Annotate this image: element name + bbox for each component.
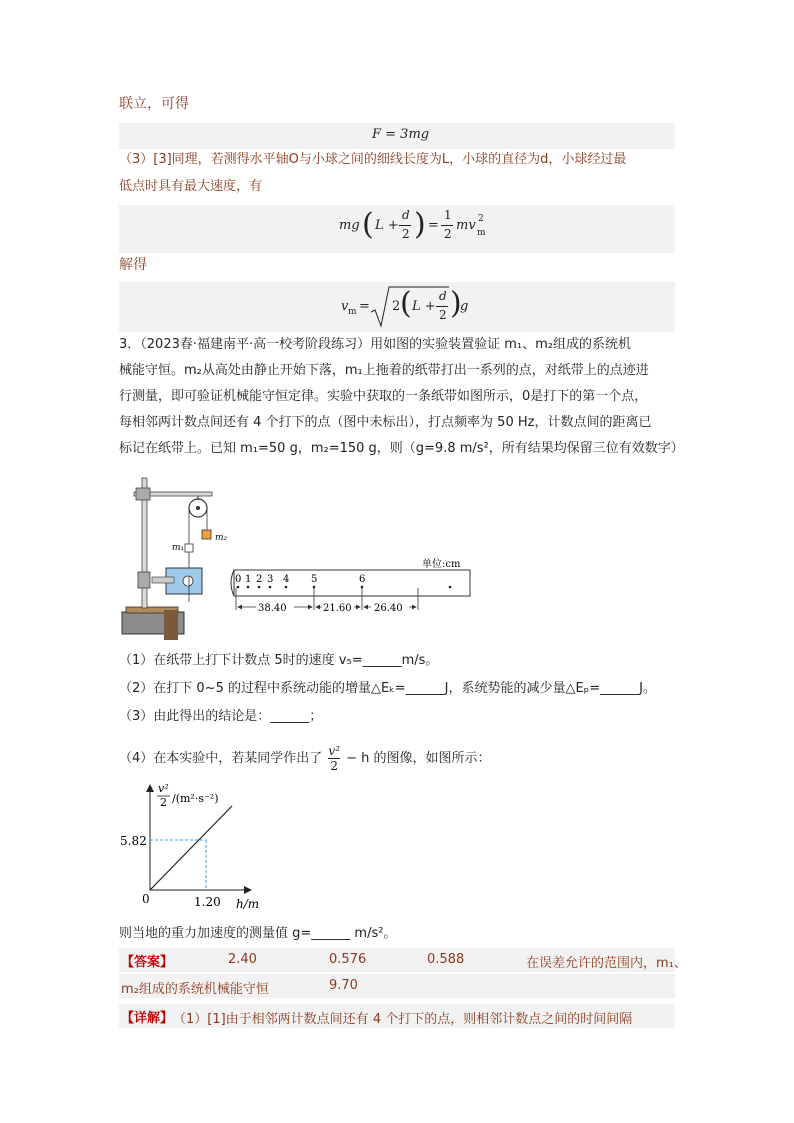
tape-dot	[285, 586, 288, 589]
mass-m1	[185, 544, 193, 552]
fraction-denominator: 2	[402, 227, 410, 241]
equation-term: mg	[339, 218, 360, 233]
answer-bar	[119, 948, 687, 972]
answer-value: 在误差允许的范围内，m₁、	[526, 956, 687, 971]
distance-label: 21.60	[323, 603, 352, 614]
mass-m2	[202, 530, 211, 539]
problem-text: 行测量，即可验证机械能守恒定律。实验中获取的一条纸带如图所示，0是打下的第一个点，	[119, 389, 648, 404]
fraction: $\frac{\text{v²}}{2}$	[328, 744, 341, 773]
y-label-num: v²	[158, 782, 169, 795]
problem-text: 3．（2023春·福建南平·高一校考阶段练习）用如图的实验装置验证 m₁、m₂组成的系统机	[119, 337, 632, 352]
tape-point-label: 4	[283, 574, 290, 585]
equals-sign: =	[428, 218, 439, 233]
left-paren: (	[362, 207, 374, 242]
tape-point-label: 2	[256, 574, 263, 585]
question-5: 则当地的重力加速度的测量值 g=______ m/s²。	[119, 926, 397, 941]
tape-dot	[247, 586, 250, 589]
text-line: 联立，可得	[119, 96, 189, 112]
x-tick: 1.20	[194, 895, 221, 909]
answer-value: 0.576	[329, 952, 367, 967]
question-2: （2）在打下 0~5 的过程中系统动能的增量△Eₖ=______J，系统势能的减少量△Eₚ=______J。	[119, 681, 656, 696]
equation-term: mv	[456, 218, 476, 233]
m2-label: m₂	[215, 533, 228, 543]
subscript: m	[477, 228, 486, 238]
equation-term: L +	[375, 218, 399, 233]
answer-tag: 【答案】	[121, 955, 174, 970]
tape-dot	[269, 586, 272, 589]
question-3: （3）由此得出的结论是：______；	[119, 709, 323, 724]
problem-text: 械能守恒。m₂从高处由静止开始下落，m₁上拖着的纸带打出一系列的点，对纸带上的点迹进	[119, 363, 649, 378]
question-4	[119, 744, 491, 773]
clamp	[136, 488, 150, 500]
equation-box-2	[119, 205, 675, 253]
fraction-numerator: d	[439, 289, 447, 303]
fraction-numerator: 1	[444, 208, 452, 222]
equation-term: L +	[412, 299, 436, 314]
apparatus-figure	[118, 470, 488, 642]
y-label-unit: /(m²·s⁻²)	[172, 792, 219, 805]
equation-box-3	[119, 282, 675, 332]
detail-bar	[119, 1004, 675, 1028]
fraction-bar	[441, 225, 453, 226]
right-paren: )	[414, 207, 426, 242]
problem-text: 标记在纸带上。已知 m₁=50 g，m₂=150 g，则（g=9.8 m/s²，所有结果均保留三位有效数字）	[119, 441, 684, 456]
superscript: 2	[478, 214, 484, 224]
text-line: （3）[3]同理，若测得水平轴O与小球之间的细线长度为L，小球的直径为d，小球经过最	[119, 152, 627, 167]
question-4-prefix: （4）在本实验中，若某同学作出了	[119, 751, 323, 766]
question-4-suffix: − h 的图像，如图所示：	[346, 751, 491, 766]
text-line: 解得	[119, 257, 147, 273]
tape-point-label: 3	[267, 574, 274, 585]
fraction-bar	[399, 225, 411, 226]
distance-label: 26.40	[374, 603, 403, 614]
distance-label: 38.40	[258, 603, 287, 614]
tape-dot	[313, 586, 316, 589]
answer-bar	[119, 974, 675, 998]
table-leg	[164, 610, 178, 640]
text-line: 低点时具有最大速度，有	[119, 179, 263, 194]
subscript: m	[348, 307, 357, 317]
problem-text: 每相邻两计数点间还有 4 个打下的点（图中未标出），打点频率为 50 Hz，计数点间的距离已	[119, 415, 652, 430]
answer-value: 2.40	[228, 952, 257, 967]
tape-dot	[237, 586, 240, 589]
fraction-bar	[436, 306, 448, 307]
answer-value: 0.588	[427, 952, 465, 967]
equals-sign: =	[359, 299, 370, 314]
equation-term: g	[460, 299, 469, 314]
question-1: （1）在纸带上打下计数点 5时的速度 v₅=______m/s。	[119, 653, 439, 668]
equation-term: v	[341, 299, 349, 314]
graph	[118, 782, 268, 912]
tape-dot	[361, 586, 364, 589]
equation-box-1	[119, 123, 675, 149]
left-paren: (	[400, 286, 412, 321]
tape-dot	[258, 586, 261, 589]
m1-label: m₁	[172, 543, 185, 553]
fraction-denominator: 2	[444, 227, 452, 241]
equation-term: 2	[392, 299, 401, 314]
tape-dot	[449, 586, 452, 589]
tape-point-label: 1	[245, 574, 252, 585]
tape-point-label: 0	[235, 574, 242, 585]
detail-text: （1）[1]由于相邻两计数点间还有 4 个打下的点，则相邻计数点之间的时间间隔	[173, 1012, 633, 1027]
x-label: h/m	[236, 897, 260, 911]
unit-label: 单位:cm	[422, 559, 461, 570]
tape-point-label: 5	[311, 574, 318, 585]
data-line	[150, 806, 232, 890]
y-tick: 5.82	[120, 834, 147, 848]
fraction-numerator: d	[402, 208, 410, 222]
right-paren: )	[450, 286, 462, 321]
clamp	[138, 572, 150, 588]
origin-label: 0	[142, 892, 150, 906]
detail-tag: 【详解】	[121, 1011, 174, 1026]
answer-value: 9.70	[329, 978, 358, 993]
y-label-den: 2	[160, 796, 167, 809]
equation-force: F = 3mg	[372, 127, 430, 142]
fraction-denominator: 2	[439, 308, 447, 322]
answer-value: m₂组成的系统机械能守恒	[121, 982, 269, 997]
tape-point-label: 6	[359, 574, 366, 585]
